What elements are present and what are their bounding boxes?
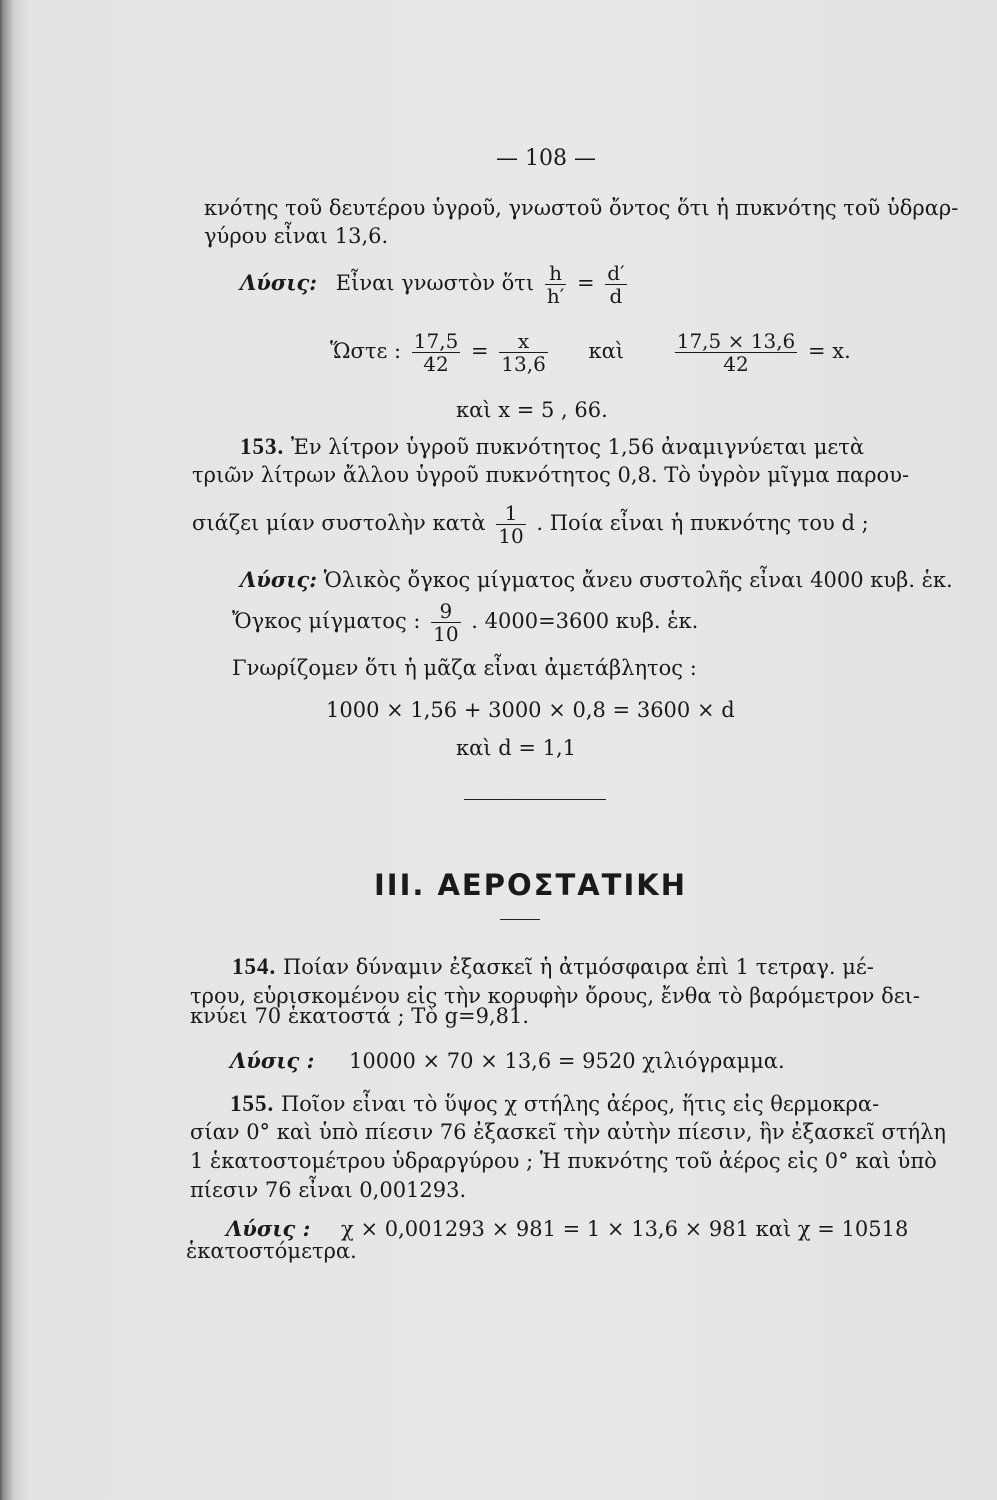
numerator: 17,5 × 13,6 — [676, 329, 796, 353]
text-line: ἑκατοστόμετρα. — [186, 1239, 357, 1263]
equation-text: Εἶναι γνωστὸν ὅτι — [335, 271, 535, 295]
problem-153-line — [240, 434, 864, 460]
solution-result: καὶ d = 1,1 — [456, 736, 577, 760]
solution-label: Λύσις : — [230, 1048, 315, 1073]
numerator: 17,5 — [413, 329, 459, 353]
text-line: κνύει 70 ἑκατοστά ; Τὸ g=9,81. — [190, 1004, 530, 1028]
solution-line — [232, 600, 698, 645]
numerator: 9 — [431, 600, 460, 623]
denominator: h′ — [546, 284, 565, 308]
solution-text: 10000 × 70 × 13,6 = 9520 χιλιόγραμμα. — [349, 1049, 785, 1073]
solution-line — [230, 1048, 785, 1074]
text-line: κνότης τοῦ δευτέρου ὑγροῦ, γνωστοῦ ὄντος ὅτι ἡ πυκνότης τοῦ ὑδραρ- — [204, 196, 959, 220]
equation-2 — [330, 330, 851, 375]
denominator: d — [609, 284, 623, 308]
problem-text: Ποίαν δύναμιν ἐξασκεῖ ἡ ἀτμόσφαιρα ἐπὶ 1 τετραγ. μέ- — [282, 955, 874, 979]
equation-1 — [240, 262, 631, 307]
section-title: III. ΑΕΡΟΣΤΑΤΙΚΗ — [374, 868, 687, 902]
text-line: τριῶν λίτρων ἄλλου ὑγροῦ πυκνότητος 0,8. Τὸ ὑγρὸν μῖγμα παρου- — [192, 463, 910, 487]
problem-154-line — [232, 954, 874, 980]
equation-tail: = x. — [807, 339, 851, 363]
denominator: 10 — [433, 622, 459, 646]
equation-3: καὶ x = 5 , 66. — [456, 398, 608, 422]
denominator: 13,6 — [501, 352, 546, 376]
text-line: γύρου εἶναι 13,6. — [204, 224, 389, 248]
numerator: x — [499, 330, 548, 353]
problem-155-line — [230, 1091, 879, 1117]
denominator: 42 — [423, 352, 449, 376]
denominator: 42 — [723, 352, 749, 376]
problem-text: Ἐν λίτρον ὑγροῦ πυκνότητος 1,56 ἀναμιγνύεται μετὰ — [290, 435, 865, 459]
fraction — [412, 330, 461, 375]
denominator: 10 — [498, 524, 524, 548]
solution-text: Ὁλικὸς ὄγκος μίγματος ἄνευ συστολῆς εἶναι 4000 κυβ. ἑκ. — [323, 568, 953, 592]
solution-text: χ × 0,001293 × 981 = 1 × 13,6 × 981 καὶ χ = 10518 — [341, 1217, 909, 1241]
equation-lead: Ὥστε : — [330, 339, 402, 363]
solution-line: Γνωρίζομεν ὅτι ἡ μᾶζα εἶναι ἀμετάβλητος : — [232, 656, 697, 680]
text-line — [192, 502, 869, 547]
fraction — [605, 262, 626, 307]
text-span: . Ποία εἶναι ἡ πυκνότης του d ; — [536, 511, 869, 535]
page-number: — 108 — — [496, 146, 596, 171]
text-span: . 4000=3600 κυβ. ἑκ. — [471, 609, 699, 633]
fraction — [675, 330, 798, 375]
problem-number: 154. — [232, 954, 277, 979]
problem-number: 153. — [240, 434, 285, 459]
problem-number: 155. — [230, 1091, 275, 1116]
text-span: σιάζει μίαν συστολὴν κατὰ — [192, 511, 486, 535]
solution-label: Λύσις: — [240, 270, 318, 295]
equals-sign: = — [576, 271, 595, 295]
text-line: τρου, εὑρισκομένου εἰς τὴν κορυφὴν ὄρους, ἔνθα τὸ βαρόμετρον δει- — [190, 984, 920, 1008]
text-line: πίεσιν 76 εἶναι 0,001293. — [190, 1178, 467, 1202]
fraction — [431, 600, 460, 645]
solution-line — [240, 567, 953, 593]
equals-sign: = — [470, 339, 489, 363]
solution-label: Λύσις: — [240, 567, 318, 592]
solution-label: Λύσις : — [226, 1216, 311, 1241]
text-line: σίαν 0° καὶ ὑπὸ πίεσιν 76 ἐξασκεῖ τὴν αὐτὴν πίεσιν, ἣν ἐξασκεῖ στήλη — [190, 1120, 946, 1144]
numerator: h — [545, 262, 566, 285]
conjunction: καὶ — [588, 339, 625, 363]
fraction — [499, 330, 548, 375]
problem-text: Ποῖον εἶναι τὸ ὕψος χ στήλης ἀέρος, ἥτις εἰς θερμοκρα- — [280, 1092, 880, 1116]
text-span: Ὄγκος μίγματος : — [232, 609, 421, 633]
fraction — [545, 262, 566, 307]
text-line: 1 ἑκατοστομέτρου ὑδραργύρου ; Ἡ πυκνότης τοῦ ἀέρος εἰς 0° καὶ ὑπὸ — [190, 1149, 937, 1173]
divider — [500, 919, 540, 920]
divider — [464, 799, 606, 800]
numerator: d′ — [607, 261, 625, 285]
numerator: 1 — [496, 502, 525, 525]
solution-equation: 1000 × 1,56 + 3000 × 0,8 = 3600 × d — [326, 698, 735, 722]
fraction — [496, 502, 525, 547]
